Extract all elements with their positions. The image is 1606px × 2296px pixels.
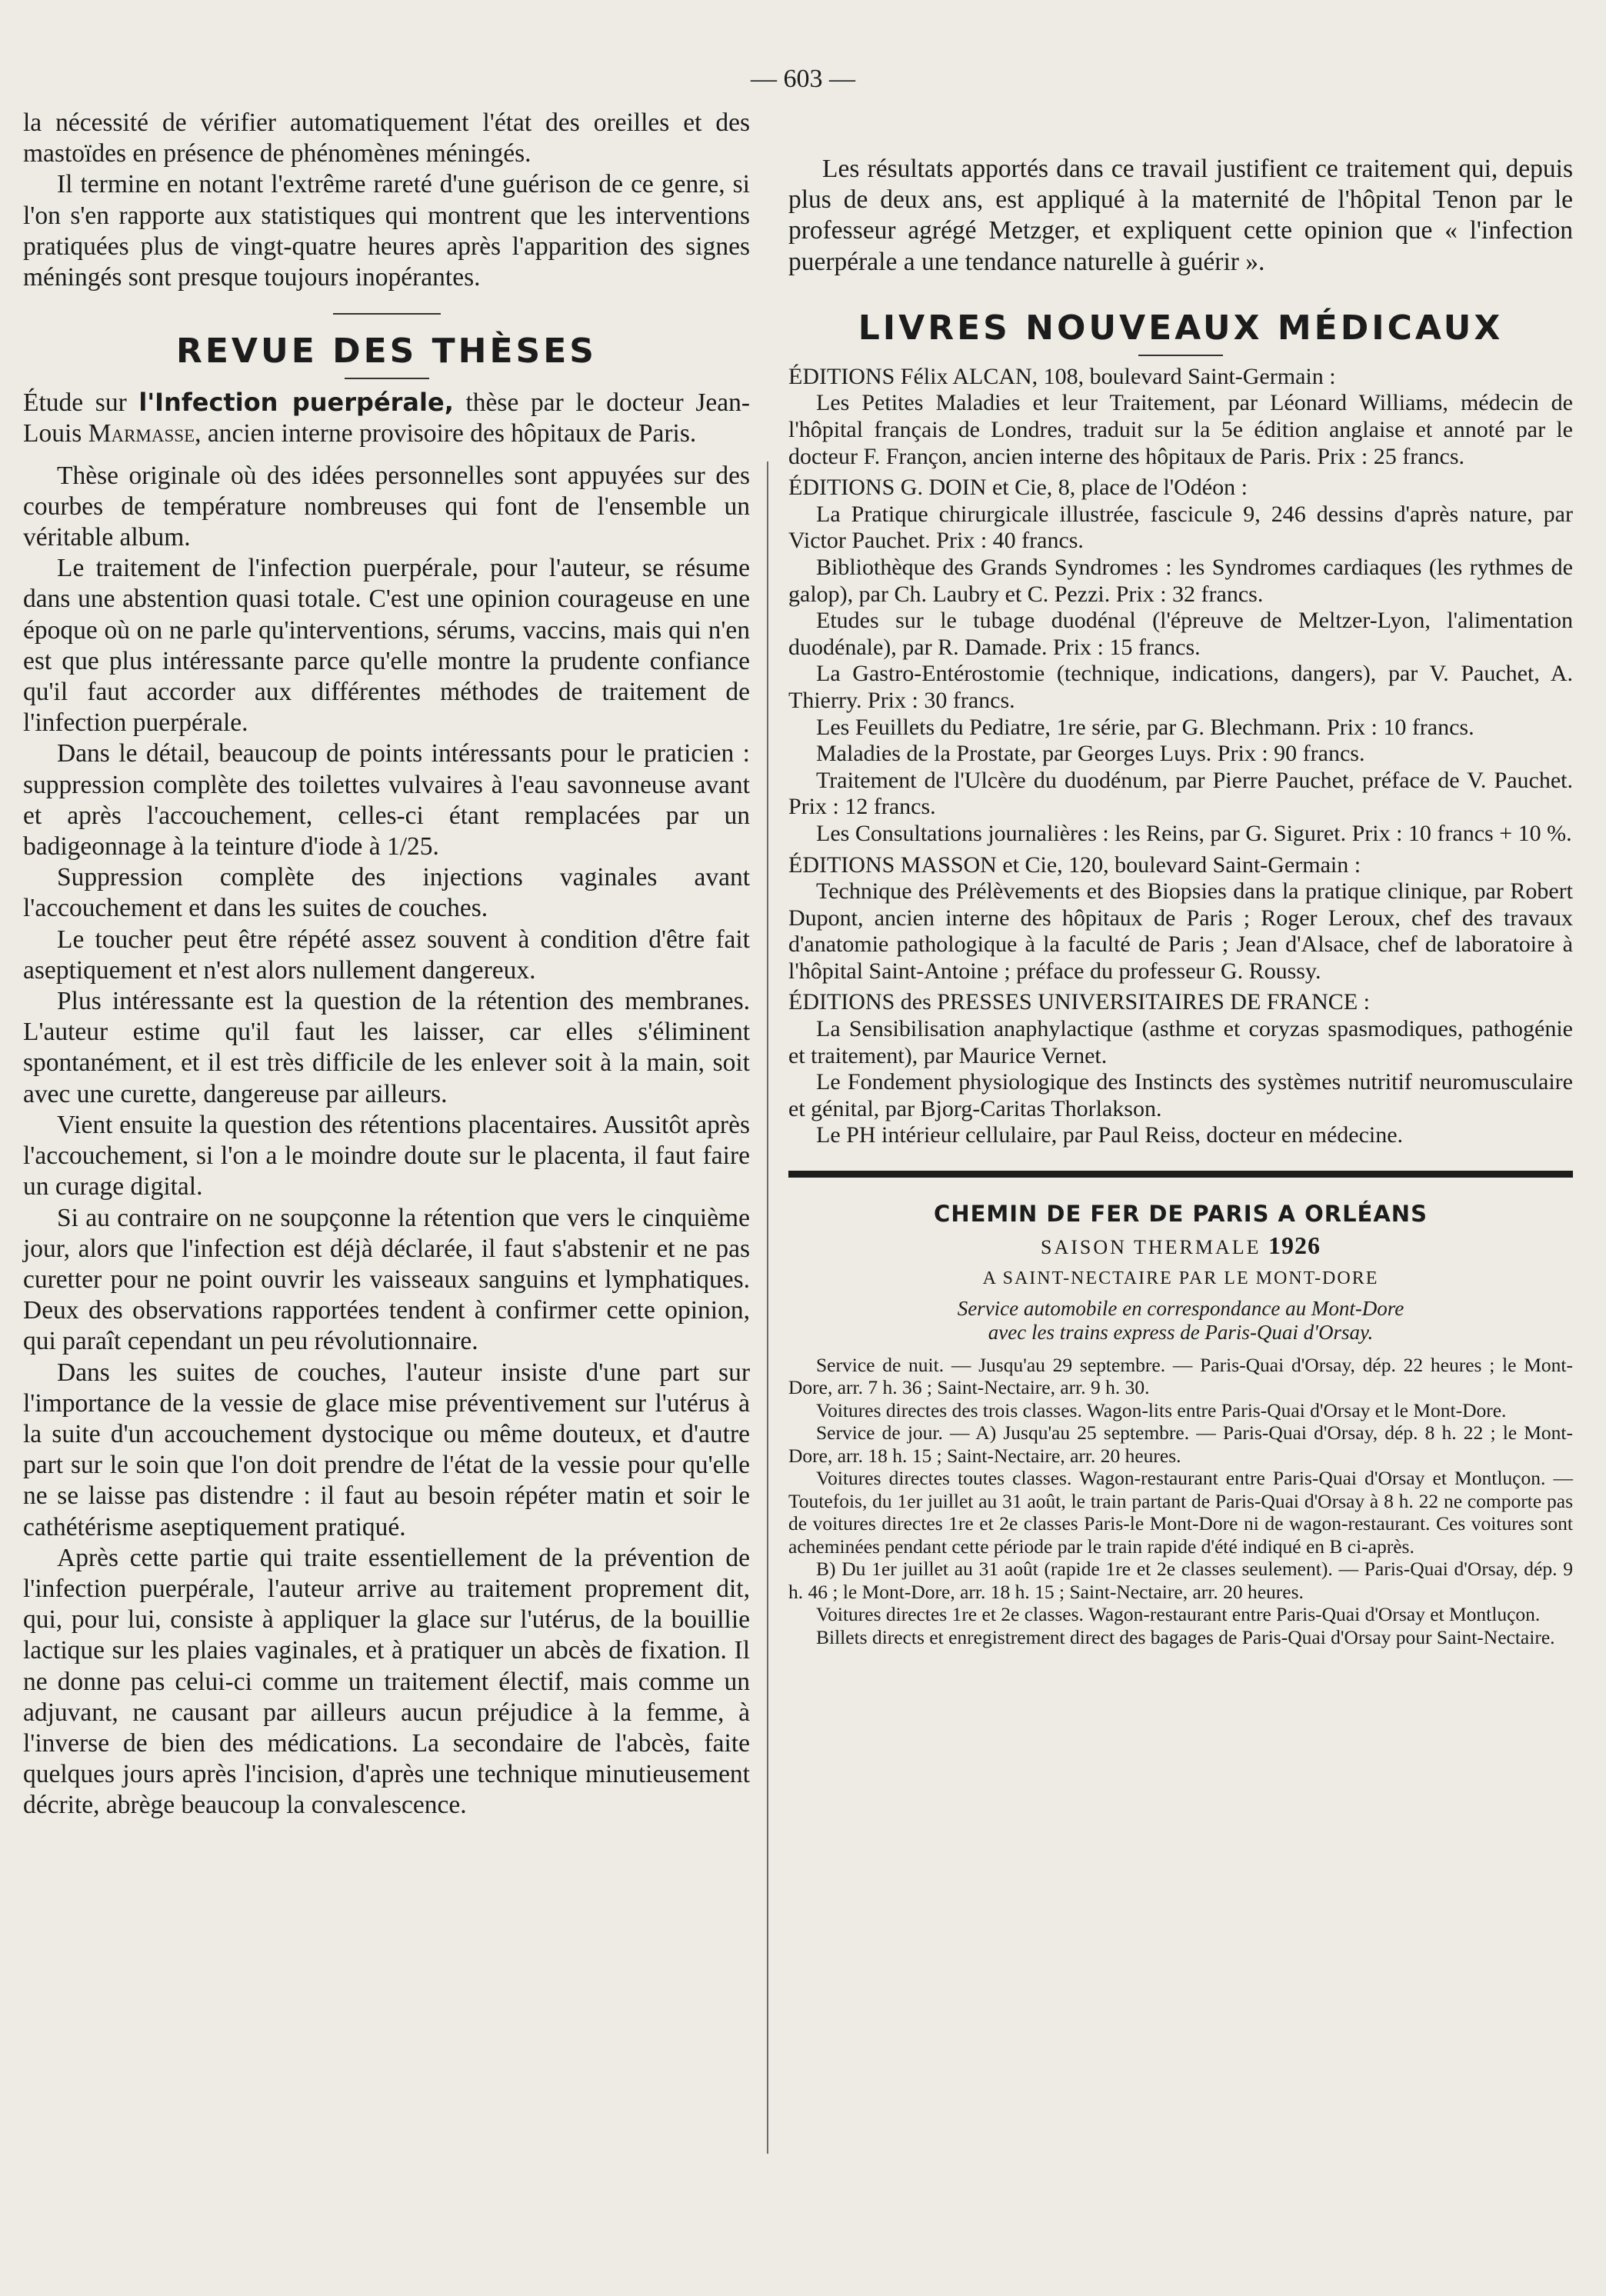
body-paragraph: Après cette partie qui traite essentiellement de la prévention de l'infection puerpérale, l'auteur arrive au traitement proprement dit, qui, pour lui, consiste à appliquer la glace sur l'utérus, de la bouillie lactique sur les plaies vaginales, et à pratiquer un abcès de fixation. Il ne donne pas celui-ci comme un traitement électif, mais comme un adjuvant, ne causant par ailleurs aucun préjudice à la femme, à l'inverse de bien des médications. La secondaire de l'abcès, faite quelques jours après l'incision, d'après une technique minutieusement décrite, abrège beaucoup la convalescence.: [23, 1543, 750, 1820]
section-divider: [333, 313, 441, 315]
section-title-livres-nouveaux: LIVRES NOUVEAUX MÉDICAUX: [858, 308, 1504, 348]
railway-paragraph: Voitures directes toutes classes. Wagon-restaurant entre Paris-Quai d'Orsay et Montluçon. — Toutefois, du 1er juillet au 31 août, le train partant de Paris-Quai d'Orsay à 8 h. 22 ne comporte pas de voitures directes 1re et 2e classes Paris-le Mont-Dore ni de wagon-restaurant. Ces voitures sont acheminées pendant cette période par le train rapide d'été indiqué en B ci-après.: [788, 1467, 1573, 1558]
railway-body: [788, 1354, 1573, 1649]
publisher-masson: ÉDITIONS MASSON et Cie, 120, boulevard Saint-Germain :: [788, 851, 1361, 878]
page-number: — 603 —: [751, 65, 855, 93]
railway-paragraph: Billets directs et enregistrement direct des bagages de Paris-Quai d'Orsay pour Saint-Nectaire.: [816, 1625, 1555, 1648]
railway-paragraph: B) Du 1er juillet au 31 août (rapide 1re et 2e classes seulement). — Paris-Quai d'Orsay, dép. 9 h. 46 ; le Mont-Dore, arr. 18 h. 15 ; Saint-Nectaire, arr. 20 heures.: [788, 1558, 1573, 1603]
thesis-author: Marmasse: [88, 419, 195, 448]
thesis-suffix: , ancien interne provisoire des hôpitaux de Paris.: [195, 419, 697, 448]
body-paragraph: Dans le détail, beaucoup de points intéressants pour le praticien : suppression complète des toilettes vulvaires à l'eau savonneuse avant et après l'accouchement, celles-ci étant remplacées par un badigeonnage à la teinture d'iode à 1/25.: [23, 739, 750, 861]
book-entry: La Gastro-Entérostomie (technique, indications, dangers), par V. Pauchet, A. Thierry. Prix : 30 francs.: [788, 661, 1573, 713]
book-entry: Traitement de l'Ulcère du duodénum, par Pierre Pauchet, préface de V. Pauchet. Prix : 12 francs.: [788, 767, 1573, 820]
right-column: [788, 108, 1573, 1648]
publisher-presses: ÉDITIONS des PRESSES UNIVERSITAIRES DE FRANCE :: [788, 989, 1370, 1015]
book-entry: Le Fondement physiologique des Instincts des systèmes nutritif neuromusculaire et génital, par Bjorg-Caritas Thorlakson.: [788, 1069, 1573, 1121]
section-underline: [345, 378, 429, 379]
body-paragraph: Thèse originale où des idées personnelles sont appuyées sur des courbes de température nombreuses qui font de l'ensemble un véritable album.: [23, 461, 750, 552]
book-entry: Maladies de la Prostate, par Georges Luys. Prix : 90 francs.: [816, 741, 1365, 767]
railway-season: [788, 1232, 1573, 1261]
railway-season-year: 1926: [1268, 1231, 1321, 1259]
railway-paragraph: Service de jour. — A) Jusqu'au 25 septembre. — Paris-Quai d'Orsay, dép. 8 h. 22 ; le Mont-Dore, arr. 18 h. 15 ; Saint-Nectaire, arr. 20 heures.: [788, 1421, 1573, 1467]
book-entry: Les Consultations journalières : les Reins, par G. Siguret. Prix : 10 francs + 10 %.: [816, 820, 1572, 846]
thesis-prefix: Étude sur: [23, 388, 139, 418]
railway-note-line: avec les trains express de Paris-Quai d'Orsay.: [988, 1320, 1374, 1344]
publisher-alcan: ÉDITIONS Félix ALCAN, 108, boulevard Saint-Germain :: [788, 363, 1336, 389]
intro-paragraph: Il termine en notant l'extrême rareté d'une guérison de ce genre, si l'on s'en rapporte aux statistiques qui montrent que les interventions pratiquées plus de vingt-quatre heures après l'apparition des signes méningés sont presque toujours inopérantes.: [23, 170, 750, 292]
section-title-revue-des-theses: REVUE DES THÈSES: [175, 332, 597, 372]
body-paragraph: Dans les suites de couches, l'auteur insiste d'une part sur l'importance de la vessie de glace mise préventivement sur l'utérus à la suite d'un accouchement dystocique ou même douteux, et d'autre part sur le soin que l'on doit prendre de l'état de la vessie pour qu'elle ne se laisse pas distendre : il faut au besoin répéter matin et soir le cathétérisme aseptiquement pratiqué.: [23, 1358, 750, 1541]
book-entry: Bibliothèque des Grands Syndromes : les Syndromes cardiaques (les rythmes de galop), par Ch. Laubry et C. Pezzi. Prix : 32 francs.: [788, 554, 1573, 607]
thesis-mid: thèse par le docteur Jean-Louis: [23, 388, 750, 448]
book-entry: La Pratique chirurgicale illustrée, fascicule 9, 246 dessins d'après nature, par Victor Pauchet. Prix : 40 francs.: [788, 501, 1573, 554]
book-entry: Le PH intérieur cellulaire, par Paul Reiss, docteur en médecine.: [816, 1122, 1404, 1148]
book-entry: Les Feuillets du Pediatre, 1re série, par G. Blechmann. Prix : 10 francs.: [816, 714, 1474, 740]
book-entry: Les Petites Maladies et leur Traitement, par Léonard Williams, médecin de l'hôpital français de Londres, traduit sur la 5e édition anglaise et annoté par le docteur F. Françon, ancien interne des hôpitaux de Paris. Prix : 25 francs.: [788, 390, 1573, 469]
publisher-doin: ÉDITIONS G. DOIN et Cie, 8, place de l'Odéon :: [788, 475, 1248, 501]
body-paragraph: Plus intéressante est la question de la rétention des membranes. L'auteur estime qu'il faut les laisser, car elles s'éliminent spontanément, et il est très difficile de les enlever soit à la main, soit avec une curette, dangereuse par ailleurs.: [23, 987, 750, 1108]
railway-paragraph: Voitures directes des trois classes. Wagon-lits entre Paris-Quai d'Orsay et le Mont-Dore.: [816, 1398, 1507, 1421]
body-paragraph: Vient ensuite la question des rétentions placentaires. Aussitôt après l'accouchement, si l'on a le moindre doute sur le placenta, il faut faire un curage digital.: [23, 1110, 750, 1201]
left-column: [23, 108, 750, 1821]
railway-paragraph: Service de nuit. — Jusqu'au 29 septembre. — Paris-Quai d'Orsay, dép. 22 heures ; le Mont-Dore, arr. 7 h. 36 ; Saint-Nectaire, arr. 9 h. 30.: [788, 1353, 1573, 1399]
railway-note-line: Service automobile en correspondance au Mont-Dore: [957, 1296, 1404, 1320]
book-entry: La Sensibilisation anaphylactique (asthme et coryzas spasmodiques, pathogénie et traitement), par Maurice Vernet.: [788, 1016, 1573, 1068]
railway-top-rule: [788, 1171, 1573, 1178]
railway-title: CHEMIN DE FER DE PARIS A ORLÉANS: [934, 1201, 1428, 1228]
railway-season-label: SAISON THERMALE: [1041, 1235, 1261, 1258]
thesis-heading: [23, 387, 750, 449]
book-entry: Etudes sur le tubage duodénal (l'épreuve de Meltzer-Lyon, l'alimentation duodénale), par R. Damade. Prix : 15 francs.: [788, 608, 1573, 660]
railway-paragraph: Voitures directes 1re et 2e classes. Wagon-restaurant entre Paris-Quai d'Orsay et Montluçon.: [816, 1603, 1541, 1626]
section-underline: [1138, 355, 1223, 356]
body-paragraph: Suppression complète des injections vaginales avant l'accouchement et dans les suites de couches.: [23, 863, 750, 923]
body-paragraph: Le traitement de l'infection puerpérale, pour l'auteur, se résume dans une abstention quasi totale. C'est une opinion courageuse en une époque où on ne parle qu'interventions, sérums, vaccins, mais qui n'en est que plus intéressante parce qu'elle montre la prudente confiance qu'il faut accorder aux différentes méthodes de traitement de l'infection puerpérale.: [23, 554, 750, 738]
right-intro-paragraph: Les résultats apportés dans ce travail justifient ce traitement qui, depuis plus de deux ans, est appliqué à la maternité de l'hôpital Tenon par le professeur agrégé Metzger, et expliquent cette opinion que « l'infection puerpérale a une tendance naturelle à guérir ».: [788, 155, 1573, 276]
railway-route: A SAINT-NECTAIRE PAR LE MONT-DORE: [982, 1268, 1379, 1289]
body-paragraph: Si au contraire on ne soupçonne la rétention que vers le cinquième jour, alors que l'infection est déjà déclarée, il faut s'abstenir et ne pas curetter pour ne point ouvrir les vaisseaux sanguins et lymphatiques. Deux des observations rapportées tendent à confirmer cette opinion, qui paraît cependant un peu révolutionnaire.: [23, 1203, 750, 1356]
column-separator: [767, 462, 768, 2154]
book-entry: Technique des Prélèvements et des Biopsies dans la pratique clinique, par Robert Dupont, ancien interne des hôpitaux de Paris ; Roger Leroux, chef des travaux d'anatomie pathologique à la faculté de Paris ; Jean d'Alsace, chef de laboratoire à l'hôpital Saint-Antoine ; préface du professeur G. Roussy.: [788, 878, 1573, 984]
body-paragraph: Le toucher peut être répété assez souvent à condition d'être fait aseptiquement et n'est alors nullement dangereux.: [23, 925, 750, 985]
thesis-title: l'Infection puerpérale,: [138, 388, 454, 418]
intro-paragraph: la nécessité de vérifier automatiquement l'état des oreilles et des mastoïdes en présence de phénomènes méningés.: [23, 108, 750, 168]
